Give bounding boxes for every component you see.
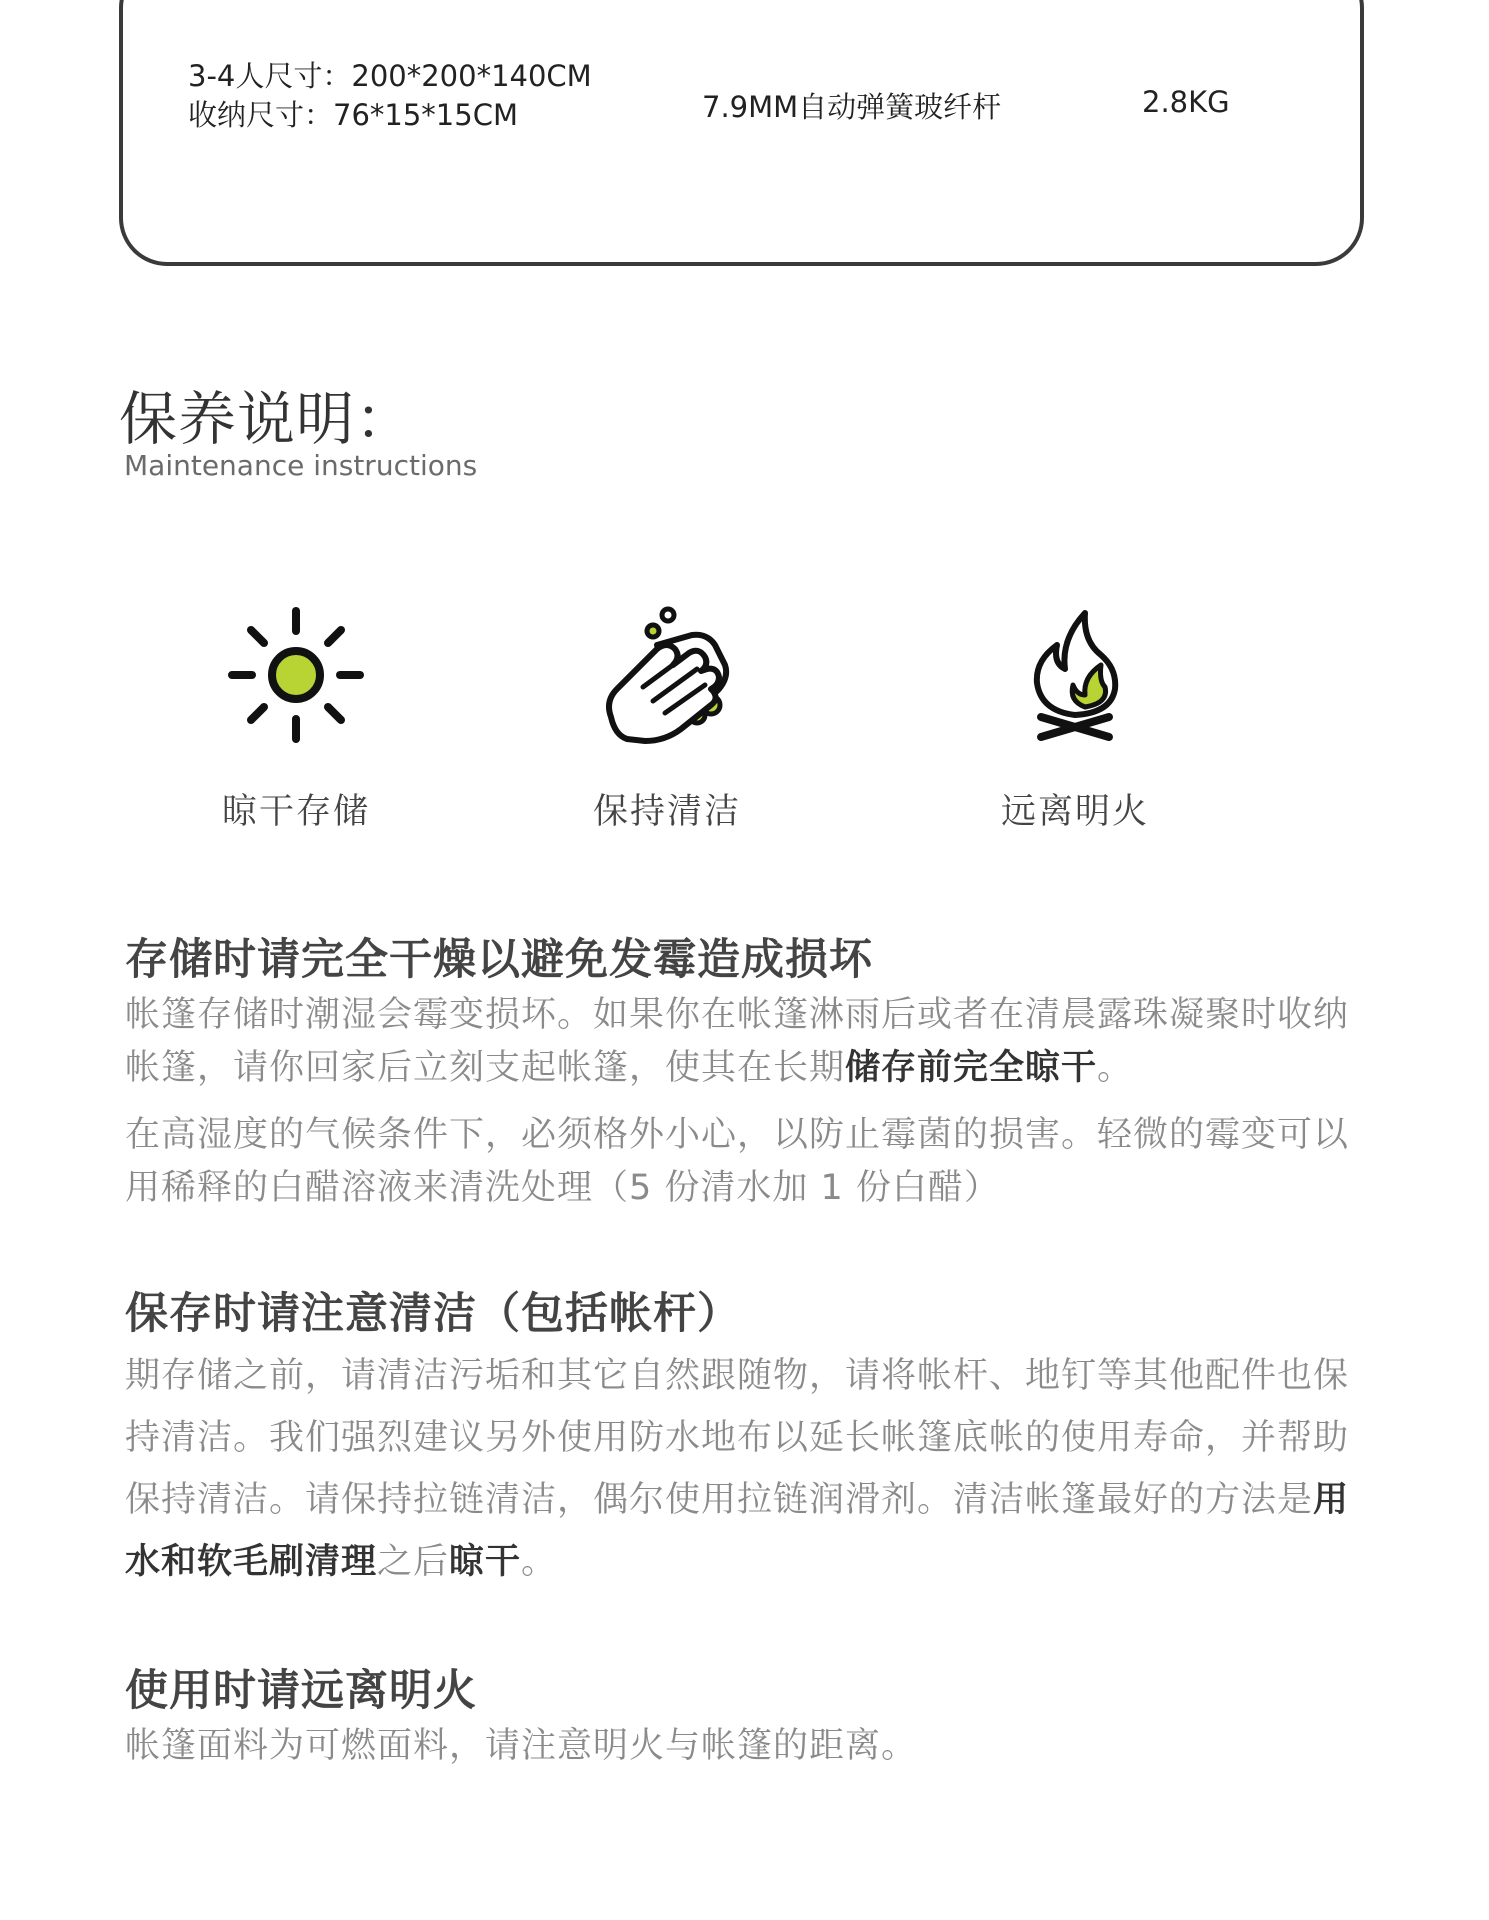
sun-icon xyxy=(226,605,366,745)
cleaning-p1-text: 期存储之前，请清洁污垢和其它自然跟随物，请将帐杆、地钉等其他配件也保持清洁。我们强烈建议另外使用防水地布以延长帐篷底帐的使用寿命，并帮助保持清洁。请保持拉链清洁，偶尔使用拉链润滑剂。清洁帐篷最好的方法是 xyxy=(125,1356,1350,1520)
cleaning-p1-end: 。 xyxy=(521,1542,558,1582)
care-item-clean xyxy=(537,605,797,834)
cleaning-heading: 保存时请注意清洁（包括帐杆） xyxy=(125,1289,741,1339)
section-subtitle: Maintenance instructions xyxy=(124,449,478,482)
care-item-fire xyxy=(945,605,1205,834)
care-item-dry xyxy=(166,605,426,834)
storage-paragraph-2: 在高湿度的气候条件下，必须格外小心，以防止霉菌的损害。轻微的霉变可以用稀释的白醋溶液来清洗处理（5 份清水加 1 份白醋） xyxy=(125,1115,1350,1208)
fire-heading: 使用时请远离明火 xyxy=(125,1666,477,1716)
spec-size-line: 3-4人尺寸：200*200*140CM xyxy=(188,59,592,93)
cleaning-p1-bold-2: 晾干 xyxy=(449,1542,522,1582)
care-label-dry: 晾干存储 xyxy=(221,792,370,832)
storage-paragraph-1 xyxy=(125,989,1375,1095)
care-label-clean: 保持清洁 xyxy=(592,792,741,832)
fire-paragraph: 帐篷面料为可燃面料，请注意明火与帐篷的距离。 xyxy=(125,1726,918,1766)
storage-p1-text: 帐篷存储时潮湿会霉变损坏。如果你在帐篷淋雨后或者在清晨露珠凝聚时收纳帐篷，请你回家后立刻支起帐篷，使其在长期 xyxy=(125,995,1350,1088)
storage-instructions xyxy=(125,926,1375,1215)
storage-heading: 存储时请完全干燥以避免发霉造成损坏 xyxy=(125,935,873,985)
storage-p1-bold: 储存前完全晾干 xyxy=(845,1048,1098,1088)
washing-hands-icon xyxy=(597,605,737,745)
spec-packed-size-line: 收纳尺寸：76*15*15CM xyxy=(188,98,518,132)
spec-pole: 7.9MM自动弹簧玻纤杆 xyxy=(702,90,1002,124)
cleaning-p1-bold-1: 用水和软毛刷清理 xyxy=(125,1480,1350,1582)
fire-instructions xyxy=(125,1657,1375,1773)
cleaning-instructions xyxy=(125,1280,1375,1593)
flame-icon xyxy=(1005,605,1145,745)
spec-size xyxy=(188,57,592,135)
care-label-fire: 远离明火 xyxy=(1000,792,1149,832)
cleaning-paragraph xyxy=(125,1345,1375,1593)
storage-p1-end: 。 xyxy=(1097,1048,1134,1088)
spec-weight: 2.8KG xyxy=(1142,85,1230,119)
section-title: 保养说明： xyxy=(119,385,415,453)
cleaning-p1-mid: 之后 xyxy=(377,1542,450,1582)
